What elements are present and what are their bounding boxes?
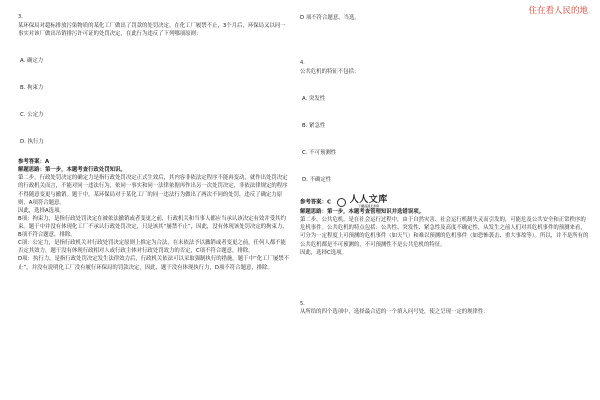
logo-icon <box>337 198 346 207</box>
option-d: D. 不确定性 <box>302 177 332 184</box>
option-b: B. 紧急性 <box>302 122 326 129</box>
answer-row <box>300 196 590 208</box>
option-a: A. 确定力 <box>20 57 44 64</box>
question-number: 3. <box>18 14 23 20</box>
right-column <box>300 14 590 316</box>
answer: 参考答案：C <box>300 199 331 206</box>
watermark-text: 住在看人民的地 <box>528 6 588 16</box>
option-d: D. 执行力 <box>20 139 44 146</box>
analysis-title: 解题思路：第一步，本题考查行政处罚知识。 <box>18 167 126 174</box>
left-column <box>18 14 290 272</box>
option-c-analysis: C项：公定力，是指行政机关对行政处罚决定原则上推定为合法，在未依法予以撤销或者变更之前，任何人都不能否定其效力，题干没有体现行政相对人或行政主体对行政处罚效力的否定，C项不符合题意，排除。 <box>18 240 286 255</box>
analysis-paragraph: 第二步，行政处罚决定的确定力是指行政处罚决定正式生效后，其内容非依法定程序不能再变动，就作出处罚决定的行政机关而言，不能对同一违法行为，依同一事实和同一法律依据再作出另一次处罚决定，非依法律规定的程序不得随意变更与撤销。题干中，某环保局对于某化工厂的同一违法行为做出了两次不同的处罚，违反了确定力原则，A项符合题意。 <box>18 175 288 206</box>
option-b: B. 拘束力 <box>20 84 44 91</box>
question-text: 公共危机的特征不包括： <box>300 68 360 75</box>
analysis-title: 解题思路：第一步，本题考查管理知识并选错误项。 <box>300 209 424 216</box>
option-c: C. 公定力 <box>20 111 44 118</box>
option-a: A. 突发性 <box>302 95 326 102</box>
next-question-text: 从所给的四个选项中，选择最合适的一个填入问号处，使之呈现一定的规律性： <box>300 309 489 316</box>
option-b-analysis: B项：拘束力，是指行政处罚决定在被依法撤销或者变更之前，行政机关和当事人都应当承认该决定有效并受其约束。题干中并没有体现化工厂不承认行政处罚决定，只是该其“屡禁不止”，因此，没有体现该处罚决定的拘束力，B项不符合题意，排除。 <box>18 215 288 239</box>
question-text: 某环保局对超标排放污染物质的某化工厂做出了罚款的处罚决定。在化工厂履禁不止，3个月后，环保局又以同一事实对该厂做出吊销排污许可证的处罚决定，在此行为违反了下列哪项原则： <box>18 22 286 37</box>
option-d-analysis: D项：执行力，是指行政处罚决定发生法律效力后，行政机关依法可以采取强制执行的措施。题干中“化工厂屡禁不止”，并没有说明化工厂没有履行环保局的罚款决定，因此，题干没有体现执行力，D项不符合题意，排除。 <box>18 256 290 271</box>
analysis-paragraph: 第二步，公共危机，是在社会运行过程中，由于自然灾害、社会运行机制失灵而引发的，可能危及公共安全和正常秩序的危机事件。公共危机的特点包括：公共性、突发性、紧急性及高度不确定性，从发生之前人们对其危机事件的预测来看，可分为一定程度上可预测的危机事件（如天气）和难以预测的危机事件（如恐怖袭击、重大事故等）。所以，并不是所有的公共危机都是不可预测的，不可预测性不是公共危机的特征。 <box>300 217 589 248</box>
next-question-number: 5. <box>300 300 305 307</box>
answer: 参考答案：A <box>18 159 50 166</box>
logo-text: 人人文库 <box>349 195 388 206</box>
conclusion: 因此，选择C选项。 <box>300 249 347 256</box>
logo <box>337 196 388 208</box>
logo-subtext: 下载高清无水印 <box>358 204 380 209</box>
option-c: C. 不可预测性 <box>302 149 337 156</box>
question-number: 4. <box>300 60 305 67</box>
previous-option: D 项不符合题意，当选。 <box>300 15 360 21</box>
conclusion: 因此，选择A选项。 <box>18 207 65 214</box>
